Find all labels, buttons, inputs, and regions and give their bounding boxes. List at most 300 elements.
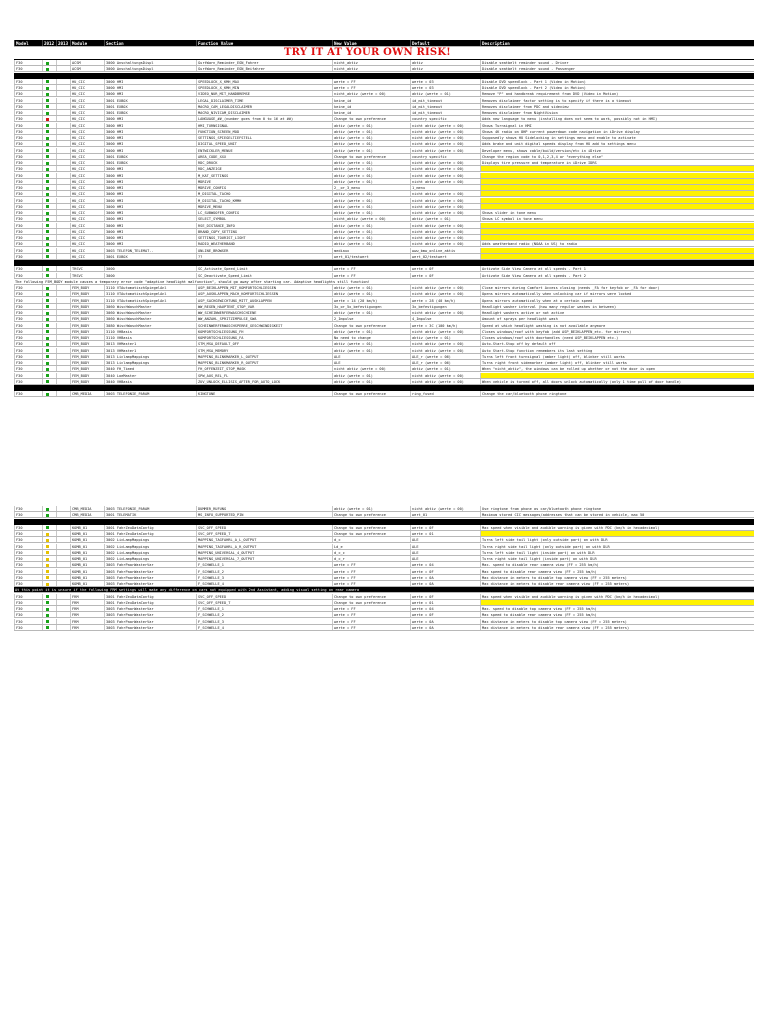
new-value-cell: Change to own preference [332,525,410,530]
function-cell: KOMFORTSCHLIESSUNG_FH [196,329,332,334]
section-cell: 3040 VHBasis [104,379,196,384]
default-cell: werte = 0F [410,525,480,530]
year-2013-cell [56,98,70,103]
default-cell: nicht aktiv (werte = 00) [410,141,480,146]
function-cell: MDRIVE [196,179,332,184]
default-cell: nicht aktiv (werte = 00) [410,373,480,378]
year-2012-cell [42,185,56,190]
description-cell: Max speed when visible and audible warning is given with PDC (km/h in hexadecimal) [480,525,754,530]
module-cell: CMB_MEDIA [70,391,104,396]
default-cell: nicht aktiv (werte = 00) [410,129,480,134]
model-cell: F30 [14,160,42,165]
default-cell: nicht aktiv (werte = 00) [410,135,480,140]
function-cell: SVC_OFF_SPEED [196,525,332,530]
description-cell: Close mirrors during Comfort Access closing (needs _FA for keyfob or _FA for door) [480,285,754,290]
module-cell: HU_CIC [70,185,104,190]
status-marker-icon [46,614,49,617]
module-cell: HU_CIC [70,254,104,259]
table-row [14,506,754,512]
function-cell: GurtWarn_Reminder_EGN_Fahrer [196,60,332,65]
year-2013-cell [56,373,70,378]
status-marker-icon [46,508,49,511]
year-2013-cell [56,379,70,384]
description-cell: Removes disclaimer from NightVision [480,110,754,115]
description-cell: Maximum stored CIC messages/addresses that can be stored in vehicle, max 50 [480,512,754,517]
model-cell: F30 [14,210,42,215]
new-value-cell: Change to own preference [332,531,410,536]
new-value-cell: keine_id [332,104,410,109]
function-cell: WW_SCHEINWERFERWASCHSCHIENE [196,310,332,315]
module-cell: HU_CIC [70,216,104,221]
section-cell: 3060 WischWaschMaster [104,316,196,321]
new-value-cell: werte = FF [332,273,410,278]
function-cell: F_SCHWELLE_2 [196,569,332,574]
function-cell: LANGUAGE_##_(number goes from 0 to 16 at ##) [196,116,332,121]
model-cell: F30 [14,123,42,128]
section-cell: 3000 HMI [104,141,196,146]
status-marker-icon [46,318,49,321]
default-cell: nicht aktiv (werte = 00) [410,223,480,228]
section-cell: 3000 HMI [104,241,196,246]
status-marker-icon [46,155,49,158]
description-cell: Max. speed to disable rear camera view (FF = 255 km/h) [480,562,754,567]
description-cell [480,191,754,196]
new-value-cell: nicht_aktiv (werte = 00) [332,91,410,96]
year-2012-cell [42,310,56,315]
year-2013-cell [56,254,70,259]
col-2013-header: 2013 [58,41,69,46]
model-cell: F30 [14,569,42,574]
table-row [14,512,754,518]
description-cell: Auto-Start-Stop off by default off [480,341,754,346]
status-marker-icon [46,380,49,383]
year-2012-cell [42,216,56,221]
module-cell: KOMB_01 [70,569,104,574]
year-2013-cell [56,285,70,290]
description-cell: Max. speed to disable top camera view (FF = 255 km/h) [480,606,754,611]
section-cell: 3000 HMI [104,210,196,215]
table-row [14,160,754,166]
default-cell: nicht aktiv (werte = 00) [410,235,480,240]
table-row [14,581,754,587]
status-marker-icon [46,87,49,90]
section-cell: 3002 LicLampMappings [104,550,196,555]
section-cell: 3110 VHBasis [104,335,196,340]
table-row [14,129,754,135]
year-2012-cell [42,366,56,371]
function-cell: MDRIVE_CONFIG [196,185,332,190]
module-cell: HU_CIC [70,160,104,165]
section-cell: 3110 VTAutomatischSpiegelAnl [104,298,196,303]
section-cell: 3003 FahrPaarWasterVar [104,606,196,611]
year-2013-cell [56,341,70,346]
description-cell: Turns left side tail light (inside part) on with DLR [480,550,754,555]
section-cell: 3000 [104,273,196,278]
year-2012-cell [42,581,56,586]
module-cell: KOMB_01 [70,531,104,536]
table-row [14,223,754,229]
description-cell: Disable seatbelt reminder sound - Driver [480,60,754,65]
year-2012-cell [42,291,56,296]
new-value-cell: aktiv (werte = 01) [332,123,410,128]
status-marker-icon [46,112,49,115]
description-cell: Max distance in meters to disable top camera view (FF = 255 meters) [480,619,754,624]
year-2013-cell [56,537,70,542]
year-2013-cell [56,525,70,530]
model-cell: F30 [14,173,42,178]
function-cell: MACRO_CAM_LEGALDISCLAIMER [196,104,332,109]
module-cell: HU_CIC [70,154,104,159]
default-cell: 1_menu [410,185,480,190]
year-2012-cell [42,594,56,599]
function-cell: STM_MSA_DEFAULT_OFF [196,341,332,346]
description-cell: When vehicle is turned off, all doors unlock automatically (only 1 time pull of door handle) [480,379,754,384]
model-cell: F30 [14,625,42,630]
model-cell: F30 [14,216,42,221]
new-value-cell: 2_Impulse [332,316,410,321]
function-cell: MS_INFO_SUPPORTED_PIN [196,512,332,517]
default-cell: nicht aktiv (werte = 00) [410,160,480,165]
module-cell: FEM_BODY [70,304,104,309]
status-marker-icon [46,187,49,190]
default-cell: werte = 0A [410,625,480,630]
col-newvalue-header: New Value [332,40,410,46]
new-value-cell: wert_01/testwert [332,254,410,259]
description-cell [480,254,754,259]
new-value-cell: aktiv (werte = 01) [332,348,410,353]
section-cell: 3000 HMI [104,173,196,178]
module-cell: HU_CIC [70,179,104,184]
function-cell: SCHEINWERFERWASCHSPERRE_GESCHWINDIGKEIT [196,323,332,328]
default-cell: nicht aktiv (werte = 00) [410,204,480,209]
status-marker-icon [46,374,49,377]
year-2012-cell [42,619,56,624]
new-value-cell: werte = 14 (20 km/h) [332,298,410,303]
model-cell: F30 [14,537,42,542]
year-2012-cell [42,229,56,234]
year-2013-cell [56,612,70,617]
year-2013-cell [56,512,70,517]
default-cell: werte = 04 [410,562,480,567]
function-cell: F_SCHWELLE_4 [196,625,332,630]
year-2013-cell [56,298,70,303]
status-marker-icon [46,243,49,246]
function-cell: MAPPING_BLINKMARKER_L_OUTPUT [196,354,332,359]
year-2012-cell [42,160,56,165]
section-cell: 3000 AnschaltungsDispl [104,66,196,71]
status-marker-icon [46,237,49,240]
status-marker-icon [46,105,49,108]
section-cell: 3002 LicLampMappings [104,556,196,561]
default-cell: nicht aktiv (werte = 00) [410,341,480,346]
model-cell: F30 [14,116,42,121]
default-cell: werte = 03 [410,85,480,90]
new-value-cell: aktiv (werte = 01) [332,341,410,346]
new-value-cell: nicht_aktiv (werte = 00) [332,216,410,221]
description-cell [480,373,754,378]
function-cell: RDC_DRUCK [196,160,332,165]
module-cell: FEM_BODY [70,354,104,359]
description-cell: Adds brake and unit digital speeds display from HU add to settings menu [480,141,754,146]
section-cell: 3000 HMI [104,204,196,209]
model-cell: F30 [14,354,42,359]
default-cell: werte = 01 [410,600,480,605]
year-2012-cell [42,235,56,240]
model-cell: F30 [14,235,42,240]
year-2013-cell [56,160,70,165]
description-cell: Shows 4K radio on 8HP current powerdown code navigation in iDrive display [480,129,754,134]
table-row [14,544,754,550]
table-row [14,537,754,543]
function-cell: LC_SUBWOOFER_CONFIG [196,210,332,215]
description-cell: Supposedly shows HU Sidelocking in settings menu and enable to activate [480,135,754,140]
year-2013-cell [56,123,70,128]
col-description-header: Description [480,40,754,46]
description-cell: Shows Turnsignal in HMI [480,123,754,128]
status-marker-icon [46,218,49,221]
table-row [14,141,754,147]
model-cell: F30 [14,360,42,365]
function-cell: MDRIVE_MENU [196,204,332,209]
year-2013-cell [56,223,70,228]
description-cell: Remove "P" and handbreak requirement from DVD (Video in Motion) [480,91,754,96]
description-cell: Shows LC symbol in tone menu [480,216,754,221]
function-cell: SPEEDLOCK_X_KMH_MIN [196,85,332,90]
status-marker-icon [46,137,49,140]
table-row [14,198,754,204]
year-2013-cell [56,556,70,561]
default-cell: aktiv (werte = 01) [410,335,480,340]
table-row [14,373,754,379]
module-cell: TRSVC [70,273,104,278]
new-value-cell: aktiv (werte = 01) [332,198,410,203]
year-2013-cell [56,506,70,511]
model-cell: F30 [14,135,42,140]
status-marker-icon [46,362,49,365]
function-cell: ZUV_UNLOCK_ELLISIS_AFTER_FOR_AUTO_LOCK [196,379,332,384]
year-2012-cell [42,625,56,630]
function-cell: WW_REGEN_HAUPTENT_STOP_VAR [196,304,332,309]
function-cell: MACRO_NIVICAM_DISCLAIMER [196,110,332,115]
year-2013-cell [56,79,70,84]
default-cell: werte = 0F [410,273,480,278]
table-row [14,229,754,235]
section-cell: 3013 LiclampMappings [104,360,196,365]
default-cell: werte = 04 [410,606,480,611]
table-row [14,235,754,241]
new-value-cell: aktiv (werte = 01) [332,160,410,165]
year-2012-cell [42,135,56,140]
status-marker-icon [46,274,49,277]
function-cell: MAPPING_UNIVERSAL_7_OUTPUT [196,556,332,561]
description-cell: Shows slider in tone menu [480,210,754,215]
year-2012-cell [42,525,56,530]
new-value-cell: d_c [332,537,410,542]
new-value-cell: aktiv (werte = 01) [332,204,410,209]
module-cell: FEM_BODY [70,298,104,303]
section-cell: 3001 EXBOX [104,254,196,259]
description-cell: Removes disclaimer from PDC and sideview [480,104,754,109]
section-cell: 3000 HMI [104,91,196,96]
default-cell: werte = 0F [410,569,480,574]
default-cell: ALE [410,556,480,561]
model-cell: F30 [14,391,42,396]
model-cell: F30 [14,179,42,184]
section-cell: 3013 LiclampMappings [104,354,196,359]
description-cell: Speed at which headlight washing is not available anymore [480,323,754,328]
year-2012-cell [42,341,56,346]
model-cell: F30 [14,581,42,586]
section-cell: 3001 FahrZeuDataConfig [104,531,196,536]
year-2012-cell [42,329,56,334]
status-marker-icon [46,162,49,165]
status-marker-icon [46,558,49,561]
model-cell: F30 [14,104,42,109]
year-2013-cell [56,562,70,567]
table-row [14,123,754,129]
function-cell: M_DIGITAL_TACHO_KMMH [196,198,332,203]
function-cell: BRAND_COPY_SETTING [196,229,332,234]
year-2012-cell [42,335,56,340]
table-row [14,625,754,631]
section-cell: 3000 HMI [104,216,196,221]
year-2012-cell [42,360,56,365]
table-row [14,210,754,216]
module-cell: FEM_BODY [70,379,104,384]
table-row [14,266,754,272]
module-cell: HU_CIC [70,204,104,209]
module-cell: FRM [70,600,104,605]
status-marker-icon [46,595,49,598]
section-cell: 3001 FahrZeuDataConfig [104,600,196,605]
new-value-cell: werte = FF [332,581,410,586]
year-2013-cell [56,354,70,359]
year-2012-cell [42,348,56,353]
status-marker-icon [46,268,49,271]
year-2013-cell [56,248,70,253]
table-row [14,354,754,360]
new-value-cell: Change to own preference [332,154,410,159]
new-value-cell: mediaux [332,248,410,253]
function-cell: DUMMER_RUFUNG [196,506,332,511]
description-cell: Max speed to disable rear camera view (FF = 255 km/h) [480,612,754,617]
module-cell: FEM_BODY [70,373,104,378]
year-2012-cell [42,66,56,71]
status-marker-icon [46,368,49,371]
section-cell: 3000 HMI [104,129,196,134]
year-2013-cell [56,335,70,340]
description-cell: Max distance in meters to disable top camera view (FF = 255 meters) [480,575,754,580]
year-2013-cell [56,210,70,215]
section-cell: 3080 WischWaschMaster [104,323,196,328]
section-cell: 3002 LicLampMappings [104,537,196,542]
description-cell: Closes windows/roof with keyfob (add ASP_BEIKLAPPEN_etc. for mirrors) [480,329,754,334]
year-2013-cell [56,179,70,184]
status-marker-icon [46,533,49,536]
model-cell: F30 [14,110,42,115]
status-marker-icon [46,149,49,152]
function-cell: M_KAT_SETTINGS [196,173,332,178]
default-cell: nicht aktiv (werte = 00) [410,329,480,334]
new-value-cell: Change to own preference [332,116,410,121]
description-cell: Auto Start-Stop function remembers its last setting [480,348,754,353]
year-2013-cell [56,531,70,536]
table-row [14,366,754,372]
module-cell: FEM_BODY [70,360,104,365]
description-cell: Adds weatherband radio (NOAA in US) to radio [480,241,754,246]
status-marker-icon [46,199,49,202]
status-marker-icon [46,124,49,127]
year-2012-cell [42,241,56,246]
description-cell: When "nicht_aktiv", the windows can be rolled up whether or not the door is open [480,366,754,371]
section-cell: 3000 HMI [104,235,196,240]
model-cell: F30 [14,594,42,599]
default-cell: wert_02/testwert [410,254,480,259]
module-cell: HU_CIC [70,191,104,196]
status-marker-icon [46,118,49,121]
description-cell: Adds new language to menu (installing does not seem to work, possibly not in HMI) [480,116,754,121]
model-cell: F30 [14,298,42,303]
description-cell [480,166,754,171]
status-marker-icon [46,570,49,573]
new-value-cell: aktiv (werte = 01) [332,179,410,184]
default-cell: country specific [410,116,480,121]
section-cell: 3003 FahrPaarWasterVar [104,569,196,574]
function-cell: SETTINGS_SPIEGELTIEFSTELL [196,135,332,140]
section-cell: 3003 FahrPaarWasterVar [104,619,196,624]
description-cell [480,198,754,203]
section-cell: 3110 VTAutomatischSpiegelAnl [104,291,196,296]
default-cell: id_mit_timeout [410,98,480,103]
description-cell: Closes windows/roof with doorhandles (need ASP_BEIKLAPPEN etc.) [480,335,754,340]
table-row [14,562,754,568]
default-cell: aktiv (werte = 01) [410,216,480,221]
table-row [14,619,754,625]
new-value-cell: nicht_aktiv [332,66,410,71]
table-row [14,116,754,122]
new-value-cell: aktiv (werte = 01) [332,129,410,134]
status-marker-icon [46,343,49,346]
section-cell: 3000 HMI [104,179,196,184]
table-row [14,304,754,310]
col-model-header: Model [14,40,42,46]
default-cell: ALE [410,544,480,549]
module-cell: FRM [70,606,104,611]
status-marker-icon [46,620,49,623]
module-cell: FEM_BODY [70,341,104,346]
description-cell [480,204,754,209]
new-value-cell: nicht_aktiv [332,60,410,65]
year-2013-cell [56,135,70,140]
description-cell: Disable seatbelt reminder sound - Passenger [480,66,754,71]
year-2012-cell [42,91,56,96]
function-cell: F_SCHWELLE_4 [196,581,332,586]
default-cell: werte = 0A [410,619,480,624]
module-cell: HU_CIC [70,141,104,146]
status-marker-icon [46,205,49,208]
description-cell [480,531,754,536]
table-row [14,323,754,329]
status-marker-icon [46,143,49,146]
new-value-cell: werte = FF [332,625,410,630]
year-2013-cell [56,141,70,146]
default-cell: nicht aktiv (werte = 00) [410,210,480,215]
function-cell: SC_Deactivate_Speed_Limit [196,273,332,278]
year-2012-cell [42,512,56,517]
default-cell: id_mit_timeout [410,110,480,115]
status-marker-icon [46,337,49,340]
year-2013-cell [56,216,70,221]
